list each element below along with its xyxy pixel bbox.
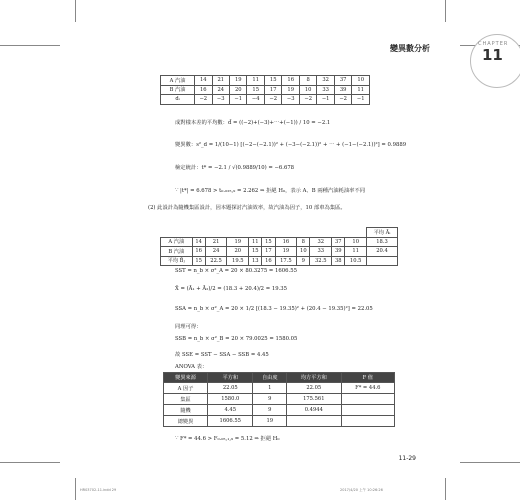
table-cell: 16: [192, 247, 205, 257]
table-cell: 14: [192, 237, 205, 247]
table-row: [164, 383, 395, 394]
table-cell: 17.5: [275, 256, 297, 266]
avg-cell: 20.4: [367, 247, 398, 257]
chapter-header: [390, 28, 520, 64]
table-cell: 15: [247, 85, 264, 95]
table-cell: 19: [275, 247, 297, 257]
row-label: B 汽油: [161, 247, 193, 257]
anova-cell: 1580.0: [208, 394, 253, 405]
anova-cell: 22.05: [287, 383, 342, 394]
table-row: [161, 247, 398, 257]
table-cell: 8: [297, 237, 310, 247]
header-blank: [161, 228, 367, 238]
table-cell: 19: [282, 85, 299, 95]
row-label: A 汽油: [161, 76, 195, 86]
row-label: A 汽油: [161, 237, 193, 247]
anova-cell: 總變異: [164, 416, 208, 427]
table-cell: 22.5: [205, 256, 227, 266]
anova-header: 平方和: [208, 373, 253, 383]
anova-cell: 19: [253, 416, 287, 427]
table-cell: 33: [317, 85, 334, 95]
ssa-formula: SSA = n_b × σ²_A = 20 × 1/2 [(18.3 − 19.35)² + (20.4 − 19.35)²] = 22.05: [175, 306, 373, 312]
table-row: [161, 76, 370, 86]
table-cell: 15: [262, 237, 275, 247]
anova-cell: 隨機: [164, 405, 208, 416]
anova-cell: F* = 44.6: [341, 383, 394, 394]
anova-header: 自由度: [253, 373, 287, 383]
ssb-formula: SSB = n_b × σ²_B = 20 × 79.0025 = 1580.05: [175, 336, 298, 342]
table-row: [161, 256, 398, 266]
table-row: [164, 405, 395, 416]
footer-file: HR03702-11.indd 29: [80, 488, 117, 492]
table-cell: −1: [352, 95, 370, 105]
anova-header: 變異來源: [164, 373, 208, 383]
table-cell: 16: [262, 256, 275, 266]
avg-cell: 18.3: [367, 237, 398, 247]
anova-table: [163, 372, 395, 427]
table-cell: 11: [352, 85, 370, 95]
anova-cell: 175.561: [287, 394, 342, 405]
table-cell: 24: [212, 85, 229, 95]
table-cell: 17: [264, 85, 281, 95]
anova-cell: 集區: [164, 394, 208, 405]
avg-cell: [367, 256, 398, 266]
anova-cell: 1606.55: [208, 416, 253, 427]
table-cell: 11: [247, 76, 264, 86]
table-cell: 8: [299, 76, 316, 86]
chapter-number: 11: [482, 46, 503, 64]
table-cell: −4: [247, 95, 264, 105]
table-cell: 10: [297, 247, 310, 257]
table-cell: 11: [345, 247, 367, 257]
similarly-label: 同理可得：: [175, 324, 202, 330]
anova-cell: 9: [253, 394, 287, 405]
table-cell: −2: [334, 95, 351, 105]
crop-mark: [445, 0, 446, 22]
table-cell: 15: [192, 256, 205, 266]
table-row: [161, 85, 370, 95]
table-cell: 17: [262, 247, 275, 257]
anova-cell: A 因子: [164, 383, 208, 394]
anova-cell: 0.4944: [287, 405, 342, 416]
table-cell: −2: [195, 95, 212, 105]
table-cell: 16: [275, 237, 297, 247]
table-cell: 9: [297, 256, 310, 266]
avg-header: 平均 Āᵢ: [367, 228, 398, 238]
table-cell: −2: [264, 95, 281, 105]
table-cell: 21: [205, 237, 227, 247]
variance-formula: 變異數：s²_d = 1/(10−1) [(−2−(−2.1))² + (−3−(−2.1))² + ⋯ + (−1−(−2.1))²] = 0.9889: [175, 142, 407, 148]
table-cell: 37: [332, 237, 345, 247]
part2-description: (2) 此設計為隨機集區設計，因本題探討汽油效率，故汽油為因子，10 部車為集區。: [148, 205, 346, 211]
anova-label: ANOVA 表：: [175, 364, 208, 370]
table-row: [164, 394, 395, 405]
anova-header: F 值: [341, 373, 394, 383]
table-cell: −3: [212, 95, 229, 105]
anova-cell: [341, 394, 394, 405]
table-cell: 16: [195, 85, 212, 95]
mean-difference-formula: 成對樣本差的平均數：d̄ = ((−2)+(−3)+⋯+(−1)) / 10 = −2.1: [175, 120, 331, 126]
row-label: dᵢ: [161, 95, 195, 105]
anova-cell: [287, 416, 342, 427]
table-cell: 11: [249, 237, 262, 247]
crop-mark: [445, 478, 446, 500]
row-label: 平均 B̄ⱼ: [161, 256, 193, 266]
anova-cell: 9: [253, 405, 287, 416]
chapter-title: 變異數分析: [390, 44, 430, 53]
paired-data-table: [160, 75, 370, 105]
crop-mark: [0, 462, 60, 463]
anova-header: 均方平方和: [287, 373, 342, 383]
table-cell: 32: [310, 237, 332, 247]
page-number: 11-29: [398, 455, 416, 462]
test-statistic-formula: 檢定統計：t* = −2.1 / √(0.9889/10) = −6.678: [175, 165, 295, 171]
sst-formula: SST = n_b × σ²_A = 20 × 80.3275 = 1606.55: [175, 268, 297, 274]
table-cell: 19.5: [227, 256, 249, 266]
table-cell: 33: [310, 247, 332, 257]
table-cell: 20: [230, 85, 247, 95]
row-label: B 汽油: [161, 85, 195, 95]
table-cell: 32.5: [310, 256, 332, 266]
table-cell: 21: [212, 76, 229, 86]
chapter-label: CHAPTER: [478, 41, 509, 47]
table-cell: 10: [352, 76, 370, 86]
final-conclusion: ∵ F* = 44.6 > F₀.₀₅,₁,₉ = 5.12 ⇒ 拒絕 H₀: [175, 436, 280, 442]
anova-cell: 1: [253, 383, 287, 394]
table-cell: 13: [249, 256, 262, 266]
table-cell: 20: [227, 247, 249, 257]
table-row: [161, 95, 370, 105]
table-cell: 19: [227, 237, 249, 247]
anova-cell: [341, 405, 394, 416]
table-row: [161, 237, 398, 247]
table-cell: 38: [332, 256, 345, 266]
table-cell: −3: [282, 95, 299, 105]
table-cell: 10: [299, 85, 316, 95]
table-cell: 39: [332, 247, 345, 257]
conclusion-line: ∵ |t*| = 6.678 > t₀.₀₂₅,₉ = 2.262 ⇒ 拒絕 H₀，表示 A、B 兩種汽油耗油率不同: [175, 188, 366, 194]
crop-mark: [0, 45, 60, 46]
table-cell: 32: [317, 76, 334, 86]
anova-cell: [341, 416, 394, 427]
table-cell: 19: [230, 76, 247, 86]
sse-formula: 故 SSE = SST − SSA − SSB = 4.45: [175, 352, 269, 358]
grand-mean-formula: X̄ = (Ā₁ + Ā₂)/2 = (18.3 + 20.4)/2 = 19.35: [175, 286, 288, 292]
table-cell: 16: [282, 76, 299, 86]
table-row: [164, 416, 395, 427]
table-cell: 37: [334, 76, 351, 86]
crop-mark: [75, 478, 76, 500]
anova-cell: 22.05: [208, 383, 253, 394]
table-cell: −1: [230, 95, 247, 105]
crop-mark: [460, 462, 520, 463]
table-cell: 14: [195, 76, 212, 86]
table-cell: 10.5: [345, 256, 367, 266]
table-cell: 39: [334, 85, 351, 95]
table-cell: 15: [264, 76, 281, 86]
anova-cell: 4.45: [208, 405, 253, 416]
table-header-row: [161, 228, 398, 238]
footer-timestamp: 2017/4/20 上午 10:26:26: [340, 488, 383, 492]
table-cell: −1: [317, 95, 334, 105]
table-cell: 15: [249, 247, 262, 257]
table-cell: −2: [299, 95, 316, 105]
block-design-table: [160, 227, 398, 266]
crop-mark: [75, 0, 76, 22]
table-cell: 24: [205, 247, 227, 257]
table-cell: 10: [345, 237, 367, 247]
